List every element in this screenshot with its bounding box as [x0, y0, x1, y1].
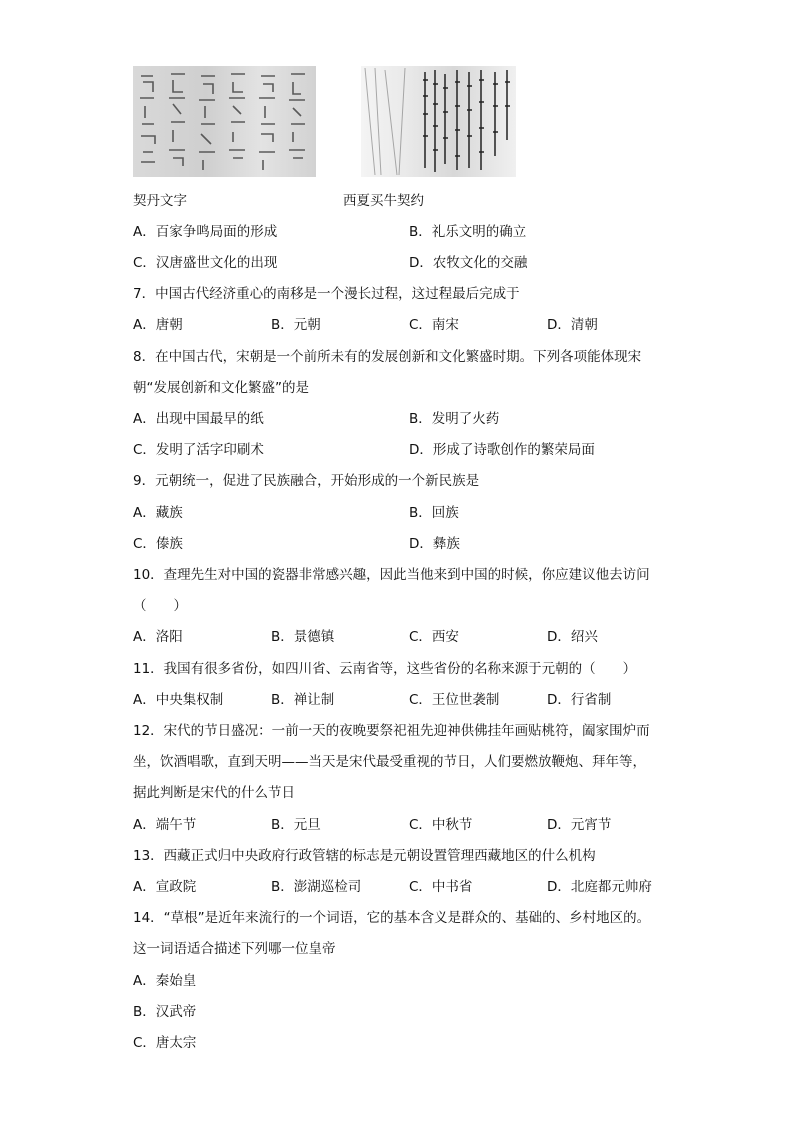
q12-option-d[interactable]: D．元宵节: [547, 817, 612, 833]
q9-option-c[interactable]: C．傣族: [133, 536, 183, 552]
q9-option-a[interactable]: A．藏族: [133, 505, 183, 521]
q7-option-c[interactable]: C．南宋: [409, 317, 459, 333]
q12-stem-line2: 坐，饮酒唱歌，直到天明——当天是宋代最受重视的节日，人们要燃放鞭炮、拜年等，: [133, 754, 646, 770]
caption-xixia: 西夏买牛契约: [343, 193, 424, 209]
q6-option-a[interactable]: A．百家争鸣局面的形成: [133, 224, 278, 240]
q11-option-b[interactable]: B．禅让制: [271, 692, 335, 708]
q11-option-c[interactable]: C．王位世袭制: [409, 692, 500, 708]
q8-option-b[interactable]: B．发明了火药: [409, 411, 500, 427]
xixia-contract-image: [361, 66, 516, 177]
q7-stem: 7．中国古代经济重心的南移是一个漫长过程，这过程最后完成于: [133, 286, 520, 302]
q8-stem-line1: 8．在中国古代，宋朝是一个前所未有的发展创新和文化繁盛时期。下列各项能体现宋: [133, 349, 642, 365]
q9-stem: 9．元朝统一，促进了民族融合，开始形成的一个新民族是: [133, 473, 480, 489]
q14-option-b[interactable]: B．汉武帝: [133, 1004, 197, 1020]
q6-option-d[interactable]: D．农牧文化的交融: [409, 255, 528, 271]
q10-option-a[interactable]: A．洛阳: [133, 629, 183, 645]
q14-stem-line2: 这一词语适合描述下列哪一位皇帝: [133, 941, 336, 957]
q13-option-c[interactable]: C．中书省: [409, 879, 473, 895]
q8-stem-line2: 朝“发展创新和文化繁盛”的是: [133, 380, 309, 396]
q8-option-c[interactable]: C．发明了活字印刷术: [133, 442, 264, 458]
q12-option-c[interactable]: C．中秋节: [409, 817, 473, 833]
q9-option-b[interactable]: B．回族: [409, 505, 459, 521]
q13-option-a[interactable]: A．宣政院: [133, 879, 197, 895]
q8-option-a[interactable]: A．出现中国最早的纸: [133, 411, 264, 427]
q10-option-d[interactable]: D．绍兴: [547, 629, 598, 645]
khitan-script-image: [133, 66, 316, 177]
q14-option-c[interactable]: C．唐太宗: [133, 1035, 197, 1051]
q14-option-a[interactable]: A．秦始皇: [133, 973, 197, 989]
q12-stem-line1: 12．宋代的节日盛况：一前一天的夜晚要祭祀祖先迎神供佛挂年画贴桃符，阖家围炉而: [133, 723, 650, 739]
xixia-contract-graphic: [361, 66, 516, 177]
q10-option-c[interactable]: C．西安: [409, 629, 459, 645]
q11-stem: 11．我国有很多省份，如四川省、云南省等，这些省份的名称来源于元朝的（ ）: [133, 661, 637, 677]
q8-option-d[interactable]: D．形成了诗歌创作的繁荣局面: [409, 442, 595, 458]
q6-option-b[interactable]: B．礼乐文明的确立: [409, 224, 527, 240]
q7-option-d[interactable]: D．清朝: [547, 317, 598, 333]
q13-option-b[interactable]: B．澎湖巡检司: [271, 879, 362, 895]
q10-option-b[interactable]: B．景德镇: [271, 629, 335, 645]
q10-stem-line1: 10．查理先生对中国的瓷器非常感兴趣，因此当他来到中国的时候，你应建议他去访问: [133, 567, 650, 583]
caption-khitan: 契丹文字: [133, 193, 187, 209]
khitan-script-graphic: [133, 66, 316, 177]
q7-option-a[interactable]: A．唐朝: [133, 317, 183, 333]
q7-option-b[interactable]: B．元朝: [271, 317, 321, 333]
q10-stem-line2: （ ）: [133, 598, 187, 614]
q11-option-d[interactable]: D．行省制: [547, 692, 612, 708]
q14-stem-line1: 14．“草根”是近年来流行的一个词语，它的基本含义是群众的、基础的、乡村地区的。: [133, 910, 651, 926]
q13-stem: 13．西藏正式归中央政府行政管辖的标志是元朝设置管理西藏地区的什么机构: [133, 848, 596, 864]
q12-option-b[interactable]: B．元旦: [271, 817, 321, 833]
q11-option-a[interactable]: A．中央集权制: [133, 692, 224, 708]
q13-option-d[interactable]: D．北庭都元帅府: [547, 879, 652, 895]
q12-option-a[interactable]: A．端午节: [133, 817, 197, 833]
q6-option-c[interactable]: C．汉唐盛世文化的出现: [133, 255, 278, 271]
q12-stem-line3: 据此判断是宋代的什么节日: [133, 785, 295, 801]
q9-option-d[interactable]: D．彝族: [409, 536, 460, 552]
